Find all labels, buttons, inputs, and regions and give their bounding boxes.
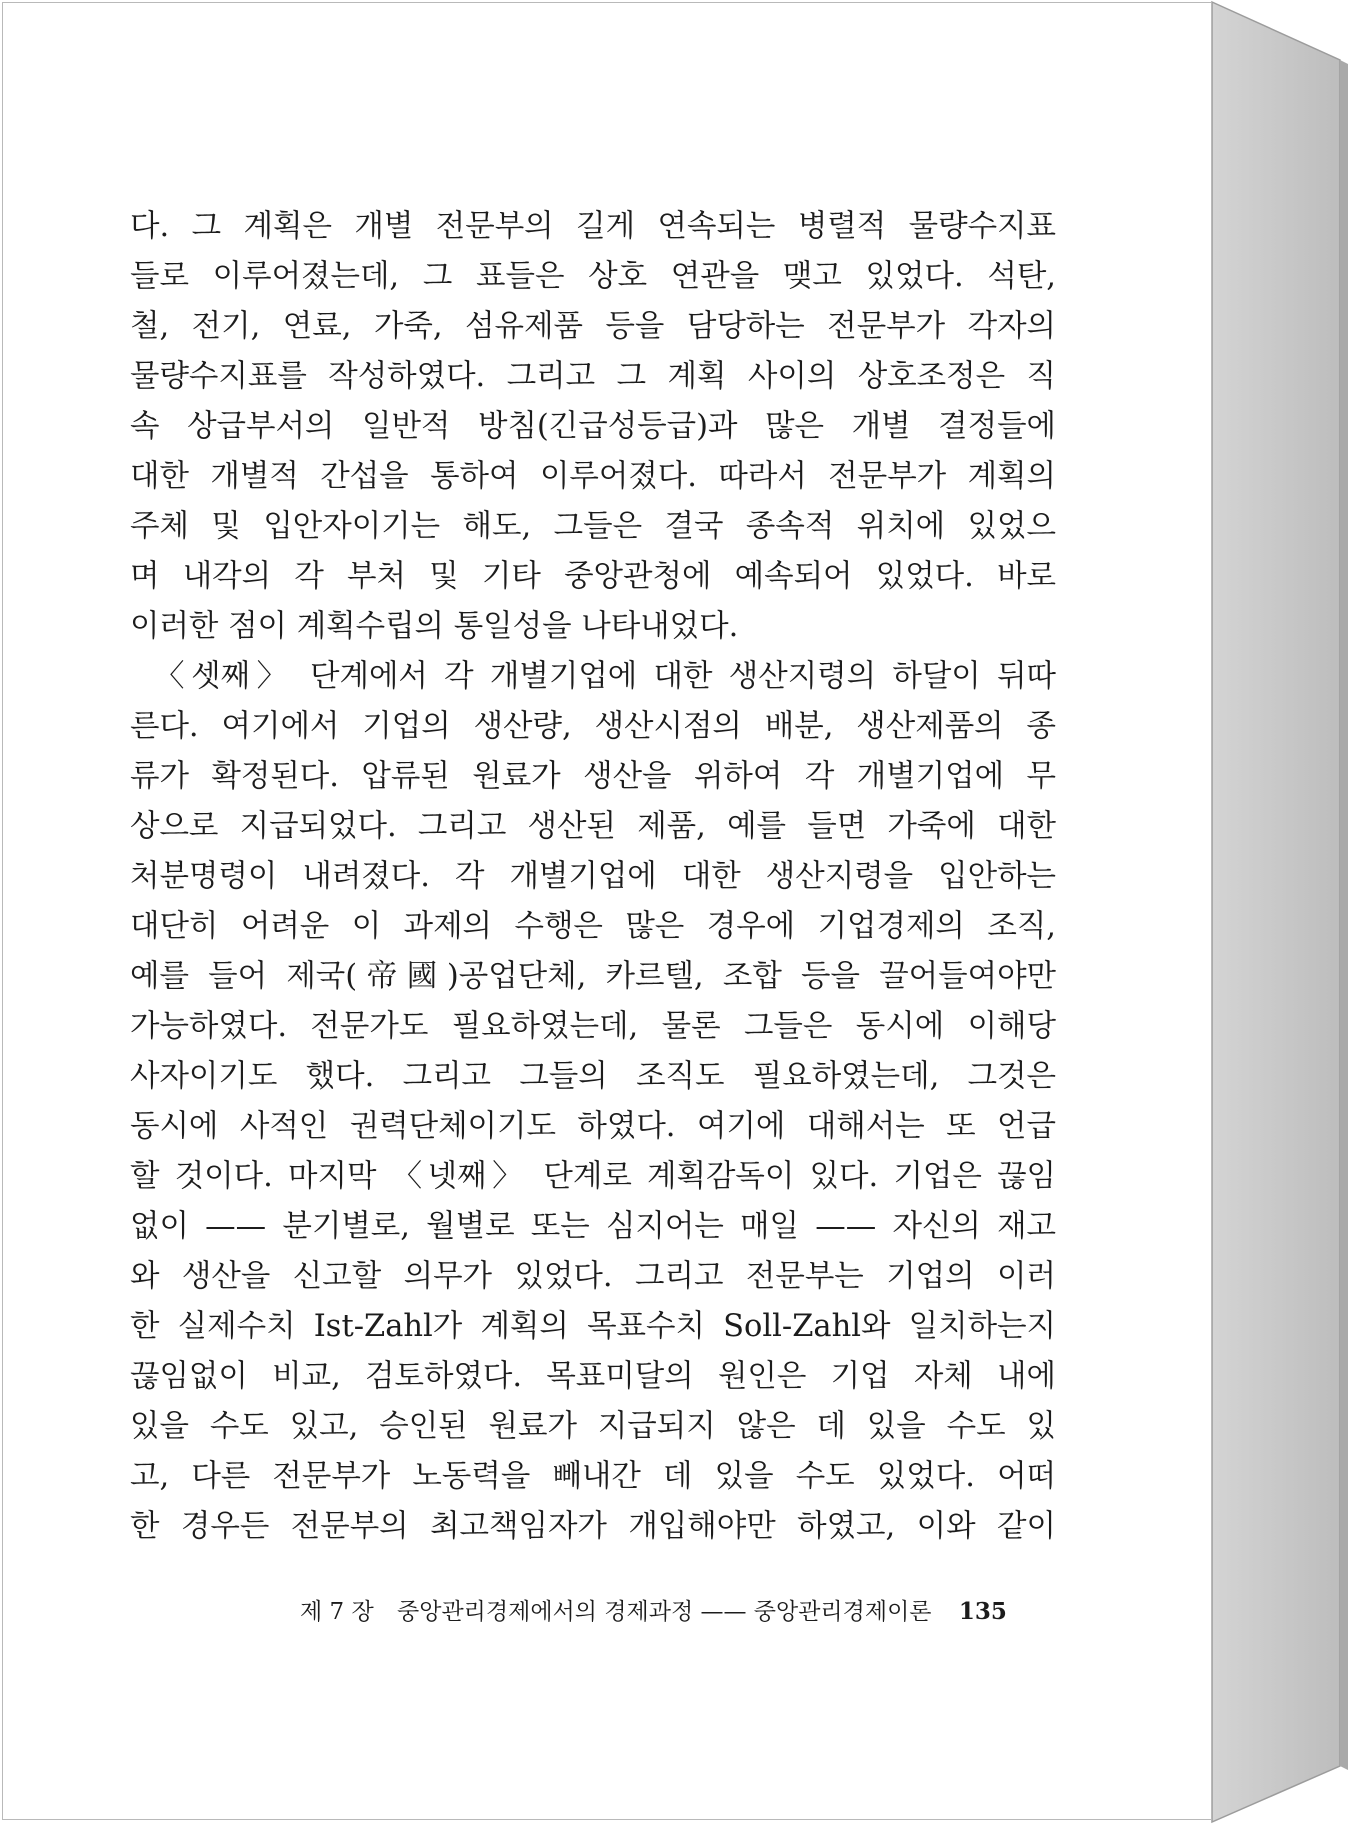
text-line: 고, 다른 전문부가 노동력을 빼내간 데 있을 수도 있었다. 어떠 — [130, 1459, 1056, 1494]
text-line: 동시에 사적인 권력단체이기도 하였다. 여기에 대해서는 또 언급 — [130, 1109, 1056, 1144]
text-line: 예를 들어 제국(帝國)공업단체, 카르텔, 조합 등을 끌어들여야만 — [130, 959, 1056, 994]
text-line: 류가 확정된다. 압류된 원료가 생산을 위하여 각 개별기업에 무 — [130, 759, 1056, 794]
text-line: 들로 이루어졌는데, 그 표들은 상호 연관을 맺고 있었다. 석탄, — [130, 259, 1056, 294]
text-line: 와 생산을 신고할 의무가 있었다. 그리고 전문부는 기업의 이러 — [130, 1259, 1056, 1294]
text-line: 며 내각의 각 부처 및 기타 중앙관청에 예속되어 있었다. 바로 — [130, 559, 1056, 594]
footer-chapter: 제 7 장 — [300, 1599, 374, 1625]
text-line: 끊임없이 비교, 검토하였다. 목표미달의 원인은 기업 자체 내에 — [130, 1359, 1056, 1394]
text-line: 있을 수도 있고, 승인된 원료가 지급되지 않은 데 있을 수도 있 — [130, 1409, 1056, 1444]
text-line: 철, 전기, 연료, 가죽, 섬유제품 등을 담당하는 전문부가 각자의 — [130, 309, 1056, 344]
text-line: 대한 개별적 간섭을 통하여 이루어졌다. 따라서 전문부가 계획의 — [130, 459, 1056, 494]
text-line: 다. 그 계획은 개별 전문부의 길게 연속되는 병렬적 물량수지표 — [130, 209, 1056, 244]
text-line: 가능하였다. 전문가도 필요하였는데, 물론 그들은 동시에 이해당 — [130, 1009, 1056, 1044]
text-line: 대단히 어려운 이 과제의 수행은 많은 경우에 기업경제의 조직, — [130, 909, 1056, 944]
text-line: 주체 및 입안자이기는 해도, 그들은 결국 종속적 위치에 있었으 — [130, 509, 1056, 544]
text-line: 사자이기도 했다. 그리고 그들의 조직도 필요하였는데, 그것은 — [130, 1059, 1056, 1094]
text-line: 이러한 점이 계획수립의 통일성을 나타내었다. — [130, 609, 739, 644]
text-line: 없이 —— 분기별로, 월별로 또는 심지어는 매일 —— 자신의 재고 — [130, 1209, 1056, 1244]
footer-title: 중앙관리경제에서의 경제과정 —— 중앙관리경제이론 — [397, 1599, 932, 1625]
text-line: 상으로 지급되었다. 그리고 생산된 제품, 예를 들면 가죽에 대한 — [130, 809, 1056, 844]
text-line: 할 것이다. 마지막 〈넷째〉 단계로 계획감독이 있다. 기업은 끊임 — [130, 1159, 1056, 1194]
text-line: 〈셋째〉 단계에서 각 개별기업에 대한 생산지령의 하달이 뒤따 — [154, 659, 1056, 694]
page-footer — [300, 1593, 1020, 1626]
text-line: 물량수지표를 작성하였다. 그리고 그 계획 사이의 상호조정은 직 — [130, 359, 1056, 394]
text-line: 한 실제수치 Ist-Zahl가 계획의 목표수치 Soll-Zahl와 일치하는지 — [130, 1309, 1056, 1344]
text-line: 른다. 여기에서 기업의 생산량, 생산시점의 배분, 생산제품의 종 — [130, 709, 1056, 744]
text-line: 한 경우든 전문부의 최고책임자가 개입해야만 하였고, 이와 같이 — [130, 1509, 1056, 1544]
text-line: 속 상급부서의 일반적 방침(긴급성등급)과 많은 개별 결정들에 — [130, 409, 1056, 444]
page-number: 135 — [958, 1598, 1007, 1625]
body-text — [130, 202, 1056, 1552]
text-line: 처분명령이 내려졌다. 각 개별기업에 대한 생산지령을 입안하는 — [130, 859, 1056, 894]
